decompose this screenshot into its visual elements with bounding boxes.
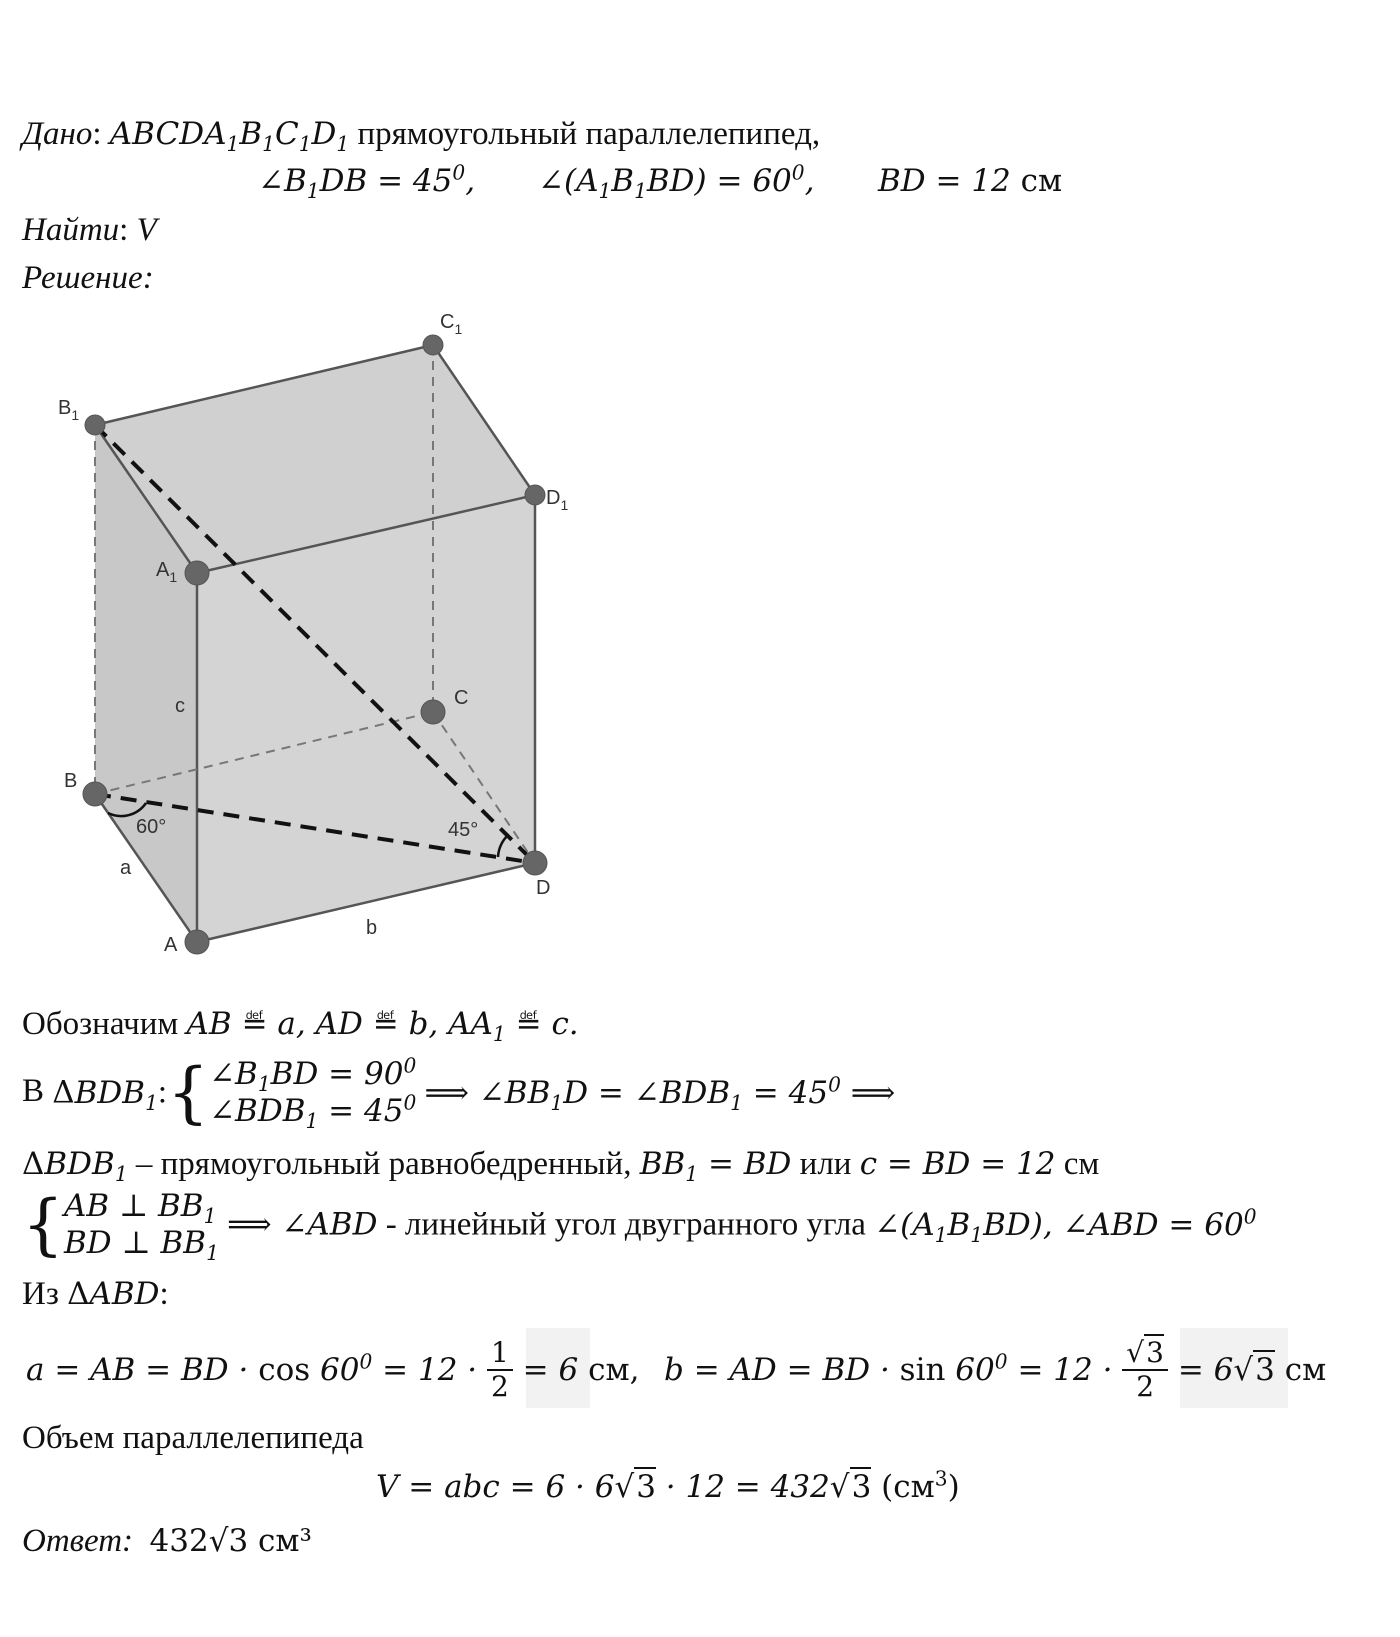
find-value: V	[136, 212, 157, 248]
vertex-d	[523, 851, 547, 875]
label-angle-60: 60°	[136, 816, 167, 838]
triangle-system-line: В $\Delta BDB_1:\{\angle B_1BD = 90^0$ $\angle BDB_1 = 45^0$ ⟹ $\angle BB_1D$ = $\angle BDB_1 = 45^0$ ⟹	[22, 1053, 896, 1134]
parallelepiped-figure	[50, 300, 610, 980]
given-figure: $ABCDA_1B_1C_1D_1$	[109, 116, 350, 157]
label-b-edge: b	[366, 917, 378, 939]
answer-line	[22, 1525, 312, 1558]
from-abd-line: Из ΔABD:	[22, 1276, 169, 1312]
vertex-d1	[525, 485, 545, 505]
label-a1: $A_1$	[156, 559, 178, 585]
find-label: Найти	[22, 212, 120, 248]
label-c-edge: c	[175, 695, 185, 717]
label-c1: $C_1$	[440, 311, 463, 337]
label-a-edge: a	[120, 857, 132, 879]
given-line: Дано: $ABCDA_1B_1C_1D_1$ прямоугольный параллелепипед,	[22, 116, 821, 157]
answer-value: 432√3 см³	[149, 1523, 312, 1559]
volume-label: Объем параллелепипеда	[22, 1420, 364, 1456]
find-line: Найти: V	[22, 212, 157, 248]
formula-b: b = AD = BD · $\sin 60^0 = 12$ · $\frac{√3}{2}$ = 6√3 см	[664, 1336, 1327, 1403]
dihedral-line: {AB ⊥ $BB_1$ BD ⊥ $BB_1$ ⟹ ∠ABD - линейный угол двугранного угла $\angle(A_1B_1BD)$, ∠ABD = $60^0$	[22, 1186, 1257, 1266]
answer-label: Ответ:	[22, 1523, 134, 1559]
label-a: A	[164, 934, 178, 956]
vertex-a1	[185, 561, 209, 585]
label-d1: $D_1$	[546, 487, 569, 513]
given-cond-2: $\angle(A_1B_1BD) = 60^0$,	[538, 160, 815, 204]
vertex-a	[185, 930, 209, 954]
volume-formula: V = abc = 6 · 6√3 · 12 = 432√3 $(см^3)$	[376, 1466, 960, 1505]
label-c: C	[454, 687, 469, 709]
label-d: D	[536, 877, 551, 899]
vertex-b1	[85, 415, 105, 435]
denote-line: Обозначим AB ≝ a, AD ≝ b, $AA_1$ ≝ c.	[22, 1006, 579, 1047]
label-b: B	[64, 770, 78, 792]
given-text: прямоугольный параллелепипед,	[357, 116, 821, 152]
label-angle-45: 45°	[448, 819, 479, 841]
vertex-c	[421, 700, 445, 724]
formula-a: a = AB = BD · $\cos 60^0 = 12$ · $\frac{1}{2}$ = 6 см,	[26, 1336, 640, 1403]
vertex-b	[83, 782, 107, 806]
given-cond-1: $\angle B_1DB = 45^0$,	[258, 160, 476, 204]
label-b1: $B_1$	[58, 397, 80, 423]
vertex-c1	[423, 335, 443, 355]
given-label: Дано	[22, 116, 93, 152]
isosceles-line: $\Delta BDB_1$ – прямоугольный равнобедренный, $BB_1$ = BD или c = BD = 12 см	[22, 1146, 1100, 1187]
solution-label: Решение:	[22, 260, 154, 296]
given-cond-3: BD = 12 см	[878, 163, 1063, 199]
